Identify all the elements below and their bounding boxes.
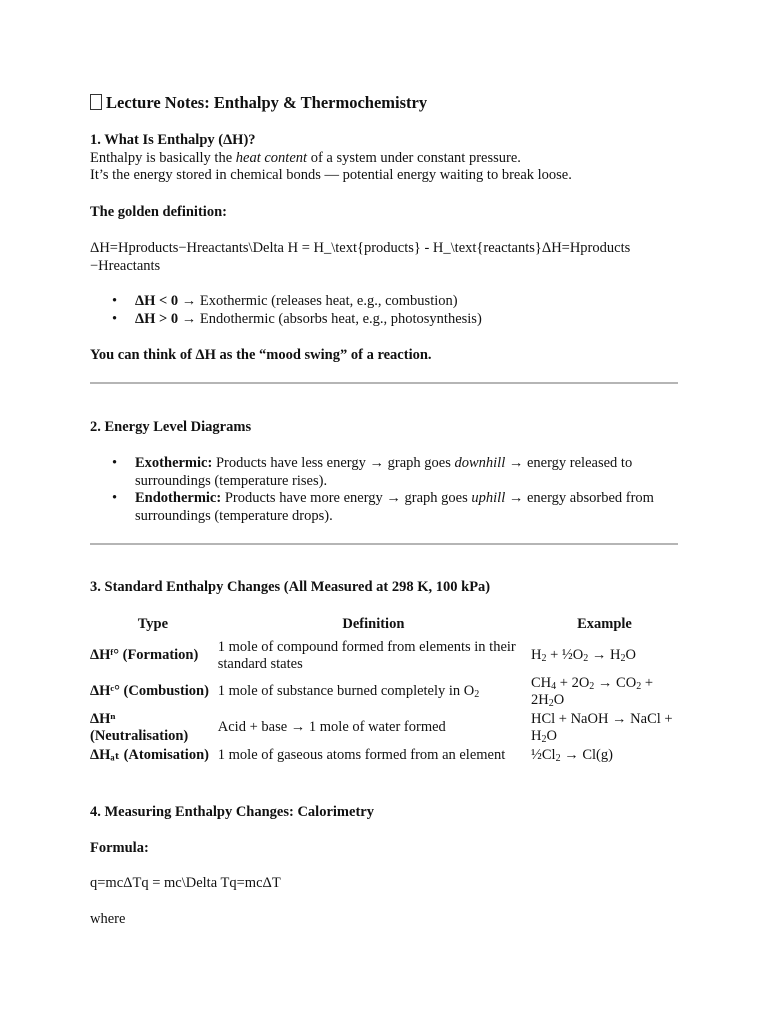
- table-row: ΔHⁿ (Neutralisation) Acid + base → 1 mole of water formed HCl + NaOH → NaCl + $H_2O$: [90, 710, 673, 745]
- list-item: • Exothermic: Products have less energy → graph goes downhill → energy released to surroundings (temperature rises).: [90, 455, 680, 490]
- section-4-heading: 4. Measuring Enthalpy Changes: Calorimetry: [90, 804, 374, 820]
- enthalpy-formula-line-2: −Hreactants: [90, 258, 161, 274]
- table-row: ΔHₐₜ (Atomisation) 1 mole of gaseous atoms formed from an element $\frac{1}{2}Cl_2 \to Cl(g)$: [90, 747, 613, 765]
- section-2-heading: 2. Energy Level Diagrams: [90, 419, 252, 435]
- enthalpy-formula-line-1: ΔH=Hproducts−Hreactants\Delta H = H_\text{products} - H_\text{reactants}ΔH=Hproducts: [90, 240, 631, 256]
- column-header-type: Type: [137, 616, 169, 633]
- calorimetry-formula: q=mcΔTq = mc\Delta Tq=mcΔT: [90, 875, 281, 891]
- enthalpy-definition-line: Enthalpy is basically the heat content of a system under constant pressure.: [90, 150, 521, 166]
- formula-label: Formula:: [90, 840, 149, 856]
- list-item: • ΔH > 0 → Endothermic (absorbs heat, e.g., photosynthesis): [90, 311, 680, 329]
- where-text: where: [90, 911, 126, 927]
- column-header-example: Example: [577, 616, 632, 633]
- mood-swing-note: You can think of ΔH as the “mood swing” of a reaction.: [90, 347, 432, 363]
- enthalpy-changes-table: [90, 612, 680, 766]
- section-divider: [90, 382, 678, 384]
- section-divider: [90, 543, 678, 545]
- energy-diagram-list: [90, 455, 680, 525]
- sign-bullet-list: [90, 293, 680, 328]
- list-item: • ΔH < 0 → Exothermic (releases heat, e.g., combustion): [90, 293, 680, 311]
- missing-glyph-icon: [90, 94, 102, 110]
- page-title: Lecture Notes: Enthalpy & Thermochemistry: [90, 93, 427, 113]
- golden-definition-label: The golden definition:: [90, 204, 227, 220]
- column-header-definition: Definition: [342, 616, 405, 633]
- table-row: ΔHᶠ° (Formation) 1 mole of compound formed from elements in their standard states $H_2$ + $\frac{1}{2}O_2 \to H_2O$: [90, 638, 636, 672]
- table-row: ΔHᶜ° (Combustion) 1 mole of substance burned completely in $O_2$ $CH_4 + 2O_2 \to CO_2$ + $2H_2O$: [90, 674, 654, 709]
- enthalpy-energy-line: It’s the energy stored in chemical bonds — potential energy waiting to break loose.: [90, 167, 572, 183]
- table-header-row: [90, 612, 680, 638]
- section-1-heading: 1. What Is Enthalpy (ΔH)?: [90, 132, 256, 148]
- list-item: • Endothermic: Products have more energy → graph goes uphill → energy absorbed from surroundings (temperature drops).: [90, 490, 680, 525]
- section-3-heading: 3. Standard Enthalpy Changes (All Measured at 298 K, 100 kPa): [90, 579, 491, 595]
